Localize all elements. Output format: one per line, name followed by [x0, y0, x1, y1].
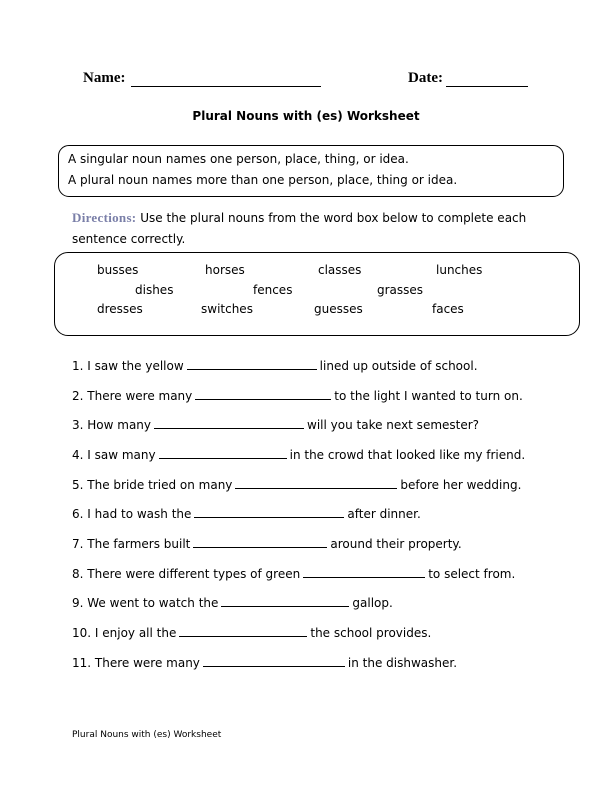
footer-text: Plural Nouns with (es) Worksheet	[72, 730, 222, 740]
word-box-item: grasses	[377, 283, 424, 297]
sentence-10: 10. I enjoy all the the school provides.	[72, 626, 432, 640]
sentence-7: 7. The farmers built around their property.	[72, 537, 462, 551]
date-label: Date:	[408, 70, 443, 86]
worksheet-title: Plural Nouns with (es) Worksheet	[192, 109, 420, 123]
answer-blank[interactable]	[195, 388, 331, 400]
answer-blank[interactable]	[193, 536, 327, 548]
name-label: Name:	[83, 70, 126, 86]
word-box-item: lunches	[436, 263, 483, 277]
sentence-11: 11. There were many in the dishwasher.	[72, 656, 458, 670]
word-box-item: horses	[205, 263, 245, 277]
answer-blank[interactable]	[303, 566, 425, 578]
sentence-5: 5. The bride tried on many before her wedding.	[72, 478, 522, 492]
directions-label: Directions:	[72, 210, 137, 225]
word-box-item: faces	[432, 302, 464, 316]
answer-blank[interactable]	[154, 417, 304, 429]
answer-blank[interactable]	[203, 655, 345, 667]
sentence-4: 4. I saw many in the crowd that looked like my friend.	[72, 448, 526, 462]
answer-blank[interactable]	[194, 506, 344, 518]
word-box-item: switches	[201, 302, 253, 316]
sentence-2: 2. There were many to the light I wanted to turn on.	[72, 389, 523, 403]
definition-plural: A plural noun names more than one person, place, thing or idea.	[68, 173, 458, 187]
definition-box	[58, 145, 564, 197]
answer-blank[interactable]	[187, 358, 317, 370]
word-box-item: dishes	[135, 283, 174, 297]
sentence-6: 6. I had to wash the after dinner.	[72, 507, 421, 521]
definition-singular: A singular noun names one person, place, thing, or idea.	[68, 152, 409, 166]
directions-text: Use the plural nouns from the word box below to complete each sentence correctly.	[72, 211, 527, 246]
word-box-item: dresses	[97, 302, 143, 316]
header	[0, 70, 612, 90]
date-field[interactable]	[446, 86, 528, 87]
word-box	[54, 252, 580, 336]
answer-blank[interactable]	[235, 477, 397, 489]
directions	[72, 207, 542, 250]
sentence-3: 3. How many will you take next semester?	[72, 418, 480, 432]
sentence-1: 1. I saw the yellow lined up outside of school.	[72, 359, 478, 373]
sentence-8: 8. There were different types of green to select from.	[72, 567, 516, 581]
word-box-item: fences	[253, 283, 293, 297]
sentence-9: 9. We went to watch the gallop.	[72, 596, 393, 610]
word-box-item: busses	[97, 263, 139, 277]
answer-blank[interactable]	[221, 595, 349, 607]
word-box-item: classes	[318, 263, 362, 277]
name-field[interactable]	[131, 86, 321, 87]
answer-blank[interactable]	[159, 447, 287, 459]
word-box-item: guesses	[314, 302, 363, 316]
answer-blank[interactable]	[179, 625, 307, 637]
